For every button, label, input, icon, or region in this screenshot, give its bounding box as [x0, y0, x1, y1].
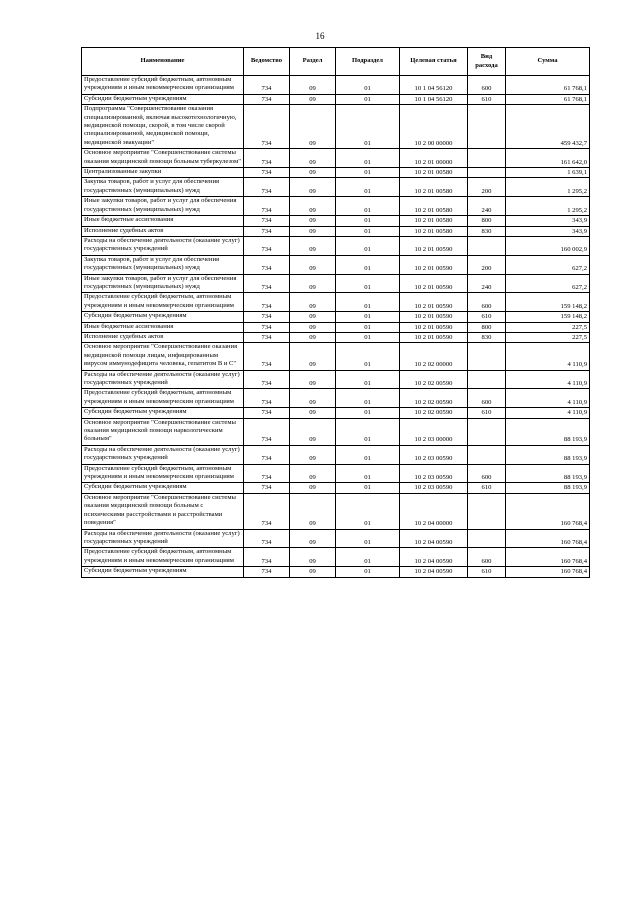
cell-name: Иные бюджетные ассигнования [82, 216, 244, 226]
cell-vedomstvo: 734 [244, 149, 290, 168]
cell-name: Расходы на обеспечение деятельности (оказание услуг) государственных учреждений [82, 529, 244, 548]
cell-celevaya-statya: 10 2 01 00590 [400, 236, 468, 255]
cell-celevaya-statya: 10 2 01 00590 [400, 274, 468, 293]
cell-vedomstvo: 734 [244, 168, 290, 178]
cell-razdel: 09 [290, 168, 336, 178]
column-header-celevaya-statya: Целевая статья [400, 48, 468, 76]
cell-vedomstvo: 734 [244, 445, 290, 464]
cell-celevaya-statya: 10 2 02 00000 [400, 343, 468, 370]
cell-razdel: 09 [290, 312, 336, 322]
table-row [82, 226, 590, 236]
cell-celevaya-statya: 10 2 02 00590 [400, 389, 468, 408]
cell-summa: 88 193,9 [506, 418, 590, 445]
cell-vid-rashoda: 600 [468, 389, 506, 408]
cell-vedomstvo: 734 [244, 567, 290, 577]
cell-celevaya-statya: 10 1 04 56120 [400, 94, 468, 104]
cell-razdel: 09 [290, 226, 336, 236]
table-row [82, 493, 590, 529]
column-header-razdel: Раздел [290, 48, 336, 76]
cell-name: Иные бюджетные ассигнования [82, 322, 244, 332]
cell-vedomstvo: 734 [244, 343, 290, 370]
cell-name: Иные закупки товаров, работ и услуг для обеспечения государственных (муниципальных) нужд [82, 197, 244, 216]
cell-celevaya-statya: 10 1 04 56120 [400, 76, 468, 95]
cell-vid-rashoda: 610 [468, 312, 506, 322]
cell-summa: 159 148,2 [506, 293, 590, 312]
cell-name: Субсидии бюджетным учреждениям [82, 567, 244, 577]
table-row [82, 178, 590, 197]
cell-vid-rashoda: 830 [468, 332, 506, 342]
cell-vedomstvo: 734 [244, 332, 290, 342]
cell-vid-rashoda [468, 418, 506, 445]
cell-celevaya-statya: 10 2 01 00580 [400, 178, 468, 197]
cell-vedomstvo: 734 [244, 493, 290, 529]
cell-vid-rashoda [468, 149, 506, 168]
cell-vedomstvo: 734 [244, 312, 290, 322]
cell-vedomstvo: 734 [244, 293, 290, 312]
cell-celevaya-statya: 10 2 04 00590 [400, 548, 468, 567]
cell-podrazdel: 01 [336, 418, 400, 445]
budget-table [81, 47, 590, 578]
cell-celevaya-statya: 10 2 01 00590 [400, 312, 468, 322]
cell-vid-rashoda: 200 [468, 255, 506, 274]
cell-podrazdel: 01 [336, 529, 400, 548]
table-row [82, 255, 590, 274]
cell-razdel: 09 [290, 274, 336, 293]
table-header-row [82, 48, 590, 76]
cell-vid-rashoda [468, 236, 506, 255]
cell-podrazdel: 01 [336, 94, 400, 104]
cell-summa: 1 295,2 [506, 197, 590, 216]
cell-name: Предоставление субсидий бюджетным, автономным учреждениям и иным некоммерческим организациям [82, 293, 244, 312]
cell-podrazdel: 01 [336, 293, 400, 312]
cell-celevaya-statya: 10 2 01 00590 [400, 322, 468, 332]
cell-podrazdel: 01 [336, 332, 400, 342]
cell-vedomstvo: 734 [244, 226, 290, 236]
cell-vid-rashoda: 600 [468, 548, 506, 567]
cell-razdel: 09 [290, 370, 336, 389]
cell-name: Исполнение судебных актов [82, 332, 244, 342]
cell-razdel: 09 [290, 548, 336, 567]
cell-razdel: 09 [290, 418, 336, 445]
cell-vedomstvo: 734 [244, 76, 290, 95]
cell-podrazdel: 01 [336, 493, 400, 529]
table-row [82, 445, 590, 464]
table-row [82, 408, 590, 418]
cell-name: Расходы на обеспечение деятельности (оказание услуг) государственных учреждений [82, 370, 244, 389]
table-row [82, 105, 590, 149]
cell-celevaya-statya: 10 2 03 00590 [400, 464, 468, 483]
cell-name: Закупка товаров, работ и услуг для обеспечения государственных (муниципальных) нужд [82, 255, 244, 274]
cell-summa: 88 193,9 [506, 464, 590, 483]
cell-celevaya-statya: 10 2 02 00590 [400, 408, 468, 418]
cell-name: Субсидии бюджетным учреждениям [82, 483, 244, 493]
cell-podrazdel: 01 [336, 567, 400, 577]
cell-name: Основное мероприятие "Совершенствование системы оказания медицинской помощи больным с психическими расстройствами и расстройствами поведения" [82, 493, 244, 529]
cell-vedomstvo: 734 [244, 197, 290, 216]
cell-name: Субсидии бюджетным учреждениям [82, 408, 244, 418]
cell-celevaya-statya: 10 2 01 00590 [400, 332, 468, 342]
cell-podrazdel: 01 [336, 445, 400, 464]
cell-vid-rashoda: 600 [468, 76, 506, 95]
cell-celevaya-statya: 10 2 03 00000 [400, 418, 468, 445]
cell-celevaya-statya: 10 2 01 00000 [400, 149, 468, 168]
cell-name: Расходы на обеспечение деятельности (оказание услуг) государственных учреждений [82, 445, 244, 464]
table-row [82, 274, 590, 293]
cell-celevaya-statya: 10 2 02 00590 [400, 370, 468, 389]
cell-podrazdel: 01 [336, 483, 400, 493]
cell-vid-rashoda: 800 [468, 216, 506, 226]
cell-celevaya-statya: 10 2 04 00590 [400, 529, 468, 548]
cell-vedomstvo: 734 [244, 274, 290, 293]
cell-summa: 160 768,4 [506, 567, 590, 577]
table-row [82, 370, 590, 389]
cell-podrazdel: 01 [336, 105, 400, 149]
cell-summa: 1 295,2 [506, 178, 590, 197]
column-header-name: Наименование [82, 48, 244, 76]
cell-vedomstvo: 734 [244, 389, 290, 408]
cell-summa: 4 110,9 [506, 343, 590, 370]
cell-summa: 627,2 [506, 255, 590, 274]
cell-celevaya-statya: 10 2 01 00580 [400, 216, 468, 226]
cell-vid-rashoda [468, 343, 506, 370]
cell-summa: 61 768,1 [506, 94, 590, 104]
cell-vedomstvo: 734 [244, 418, 290, 445]
table-row [82, 94, 590, 104]
table-row [82, 418, 590, 445]
cell-vid-rashoda: 240 [468, 197, 506, 216]
cell-razdel: 09 [290, 445, 336, 464]
table-row [82, 197, 590, 216]
cell-name: Предоставление субсидий бюджетным, автономным учреждениям и иным некоммерческим организациям [82, 76, 244, 95]
cell-name: Субсидии бюджетным учреждениям [82, 94, 244, 104]
cell-razdel: 09 [290, 567, 336, 577]
table-row [82, 76, 590, 95]
table-row [82, 343, 590, 370]
table-row [82, 322, 590, 332]
cell-name: Предоставление субсидий бюджетным, автономным учреждениям и иным некоммерческим организациям [82, 464, 244, 483]
cell-vedomstvo: 734 [244, 178, 290, 197]
cell-razdel: 09 [290, 76, 336, 95]
table-row [82, 332, 590, 342]
cell-summa: 343,9 [506, 226, 590, 236]
table-row [82, 236, 590, 255]
cell-podrazdel: 01 [336, 343, 400, 370]
cell-podrazdel: 01 [336, 236, 400, 255]
cell-podrazdel: 01 [336, 197, 400, 216]
cell-celevaya-statya: 10 2 04 00590 [400, 567, 468, 577]
cell-summa: 160 768,4 [506, 493, 590, 529]
cell-vid-rashoda: 610 [468, 483, 506, 493]
cell-podrazdel: 01 [336, 464, 400, 483]
cell-vid-rashoda [468, 445, 506, 464]
cell-celevaya-statya: 10 2 01 00580 [400, 168, 468, 178]
cell-summa: 160 768,4 [506, 529, 590, 548]
cell-celevaya-statya: 10 2 01 00580 [400, 226, 468, 236]
cell-name: Иные закупки товаров, работ и услуг для обеспечения государственных (муниципальных) нужд [82, 274, 244, 293]
cell-vedomstvo: 734 [244, 236, 290, 255]
cell-razdel: 09 [290, 216, 336, 226]
cell-razdel: 09 [290, 149, 336, 168]
cell-summa: 160 768,4 [506, 548, 590, 567]
page-number: 16 [315, 31, 325, 41]
cell-razdel: 09 [290, 293, 336, 312]
table-row [82, 567, 590, 577]
cell-summa: 343,9 [506, 216, 590, 226]
cell-razdel: 09 [290, 332, 336, 342]
cell-vedomstvo: 734 [244, 483, 290, 493]
cell-summa: 1 639,1 [506, 168, 590, 178]
cell-podrazdel: 01 [336, 76, 400, 95]
cell-summa: 88 193,9 [506, 483, 590, 493]
table-row [82, 529, 590, 548]
cell-vid-rashoda: 610 [468, 94, 506, 104]
cell-razdel: 09 [290, 178, 336, 197]
cell-podrazdel: 01 [336, 149, 400, 168]
cell-name: Основное мероприятие "Совершенствование системы оказания медицинской помощи наркологическим больным" [82, 418, 244, 445]
cell-vedomstvo: 734 [244, 105, 290, 149]
cell-vedomstvo: 734 [244, 216, 290, 226]
cell-podrazdel: 01 [336, 408, 400, 418]
cell-vid-rashoda: 830 [468, 226, 506, 236]
cell-podrazdel: 01 [336, 370, 400, 389]
cell-vedomstvo: 734 [244, 322, 290, 332]
cell-celevaya-statya: 10 2 01 00590 [400, 255, 468, 274]
cell-vid-rashoda: 200 [468, 178, 506, 197]
cell-podrazdel: 01 [336, 389, 400, 408]
cell-summa: 160 002,9 [506, 236, 590, 255]
cell-vid-rashoda: 610 [468, 408, 506, 418]
table-row [82, 293, 590, 312]
cell-name: Предоставление субсидий бюджетным, автономным учреждениям и иным некоммерческим организациям [82, 548, 244, 567]
cell-summa: 4 110,9 [506, 408, 590, 418]
cell-summa: 4 110,9 [506, 370, 590, 389]
cell-razdel: 09 [290, 343, 336, 370]
cell-razdel: 09 [290, 255, 336, 274]
cell-name: Расходы на обеспечение деятельности (оказание услуг) государственных учреждений [82, 236, 244, 255]
table-row [82, 548, 590, 567]
table-row [82, 149, 590, 168]
cell-razdel: 09 [290, 408, 336, 418]
cell-razdel: 09 [290, 236, 336, 255]
cell-vid-rashoda: 240 [468, 274, 506, 293]
cell-razdel: 09 [290, 493, 336, 529]
table-row [82, 312, 590, 322]
cell-name: Централизованные закупки [82, 168, 244, 178]
cell-vedomstvo: 734 [244, 408, 290, 418]
cell-podrazdel: 01 [336, 226, 400, 236]
cell-razdel: 09 [290, 464, 336, 483]
cell-name: Предоставление субсидий бюджетным, автономным учреждениям и иным некоммерческим организациям [82, 389, 244, 408]
column-header-summa: Сумма [506, 48, 590, 76]
cell-vedomstvo: 734 [244, 255, 290, 274]
cell-vedomstvo: 734 [244, 529, 290, 548]
cell-vid-rashoda [468, 493, 506, 529]
cell-summa: 227,5 [506, 332, 590, 342]
cell-podrazdel: 01 [336, 548, 400, 567]
cell-summa: 227,5 [506, 322, 590, 332]
cell-vid-rashoda [468, 105, 506, 149]
cell-podrazdel: 01 [336, 168, 400, 178]
cell-vedomstvo: 734 [244, 94, 290, 104]
cell-vid-rashoda: 600 [468, 293, 506, 312]
cell-vid-rashoda: 800 [468, 322, 506, 332]
cell-podrazdel: 01 [336, 178, 400, 197]
cell-razdel: 09 [290, 197, 336, 216]
column-header-vedomstvo: Ведомство [244, 48, 290, 76]
cell-name: Подпрограмма "Совершенствование оказания специализированной, включая высокотехнологичную, медицинской помощи, скорой, в том числе скорой специализированной, медицинской помощи, медицинской эвакуации" [82, 105, 244, 149]
cell-razdel: 09 [290, 105, 336, 149]
cell-summa: 159 148,2 [506, 312, 590, 322]
cell-podrazdel: 01 [336, 255, 400, 274]
cell-celevaya-statya: 10 2 03 00590 [400, 483, 468, 493]
cell-summa: 61 768,1 [506, 76, 590, 95]
cell-vid-rashoda [468, 168, 506, 178]
cell-name: Основное мероприятие "Совершенствование оказания медицинской помощи лицам, инфицированным вирусом иммунодефицита человека, гепатитом B и C" [82, 343, 244, 370]
cell-celevaya-statya: 10 2 00 00000 [400, 105, 468, 149]
cell-vedomstvo: 734 [244, 370, 290, 389]
table-row [82, 216, 590, 226]
cell-razdel: 09 [290, 483, 336, 493]
cell-vedomstvo: 734 [244, 548, 290, 567]
table-row [82, 483, 590, 493]
table-body [82, 76, 590, 578]
cell-razdel: 09 [290, 322, 336, 332]
cell-vid-rashoda [468, 370, 506, 389]
cell-podrazdel: 01 [336, 312, 400, 322]
cell-summa: 161 642,0 [506, 149, 590, 168]
cell-summa: 4 110,9 [506, 389, 590, 408]
table-row [82, 464, 590, 483]
cell-razdel: 09 [290, 94, 336, 104]
cell-name: Закупка товаров, работ и услуг для обеспечения государственных (муниципальных) нужд [82, 178, 244, 197]
table-row [82, 168, 590, 178]
cell-celevaya-statya: 10 2 03 00590 [400, 445, 468, 464]
cell-razdel: 09 [290, 529, 336, 548]
cell-podrazdel: 01 [336, 216, 400, 226]
cell-celevaya-statya: 10 2 04 00000 [400, 493, 468, 529]
cell-vid-rashoda [468, 529, 506, 548]
cell-celevaya-statya: 10 2 01 00590 [400, 293, 468, 312]
cell-vid-rashoda: 600 [468, 464, 506, 483]
cell-razdel: 09 [290, 389, 336, 408]
cell-summa: 627,2 [506, 274, 590, 293]
column-header-podrazdel: Подраздел [336, 48, 400, 76]
cell-name: Субсидии бюджетным учреждениям [82, 312, 244, 322]
column-header-vid-rashoda: Вид расхода [468, 48, 506, 76]
table-row [82, 389, 590, 408]
cell-podrazdel: 01 [336, 274, 400, 293]
cell-celevaya-statya: 10 2 01 00580 [400, 197, 468, 216]
cell-vid-rashoda: 610 [468, 567, 506, 577]
cell-name: Основное мероприятие "Совершенствование системы оказания медицинской помощи больным туберкулезом" [82, 149, 244, 168]
cell-name: Исполнение судебных актов [82, 226, 244, 236]
cell-summa: 88 193,9 [506, 445, 590, 464]
cell-podrazdel: 01 [336, 322, 400, 332]
cell-vedomstvo: 734 [244, 464, 290, 483]
cell-summa: 459 432,7 [506, 105, 590, 149]
